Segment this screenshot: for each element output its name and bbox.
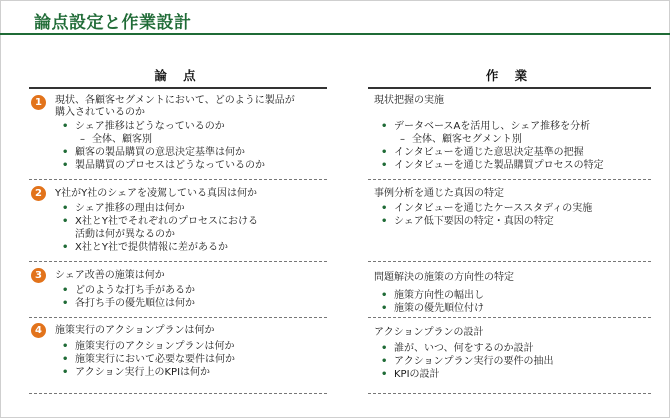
issue-question-line: 購入されているのか bbox=[55, 107, 145, 119]
tasks-header-rule bbox=[368, 87, 651, 89]
row-divider bbox=[29, 179, 327, 180]
issues-header-rule bbox=[29, 87, 327, 89]
issue-question bbox=[55, 95, 295, 120]
task-title: 問題解決の施策の方向性の特定 bbox=[374, 272, 514, 283]
issue-bullet-continuation: 活動は何が異なるのか bbox=[75, 229, 175, 240]
task-title: アクションプランの設計 bbox=[374, 327, 484, 338]
issue-number-badge: 1 bbox=[31, 95, 46, 110]
issue-number-badge: 3 bbox=[31, 268, 46, 283]
task-title: 事例分析を通じた真因の特定 bbox=[374, 188, 504, 199]
row-divider bbox=[368, 261, 651, 262]
issue-question: 施策実行のアクションプランは何か bbox=[55, 325, 215, 336]
row-divider bbox=[29, 317, 327, 318]
issue-number-badge: 4 bbox=[31, 323, 46, 338]
slide-title: 論点設定と作業設計 bbox=[34, 13, 192, 33]
tasks-column-header: 作 業 bbox=[485, 68, 534, 83]
issues-column-header: 論 点 bbox=[154, 68, 202, 83]
row-divider bbox=[368, 179, 651, 180]
title-underline bbox=[0, 33, 670, 35]
issue-number-badge: 2 bbox=[31, 186, 46, 201]
row-divider bbox=[368, 393, 651, 394]
row-divider bbox=[29, 393, 327, 394]
row-divider bbox=[29, 261, 327, 262]
issue-question: シェア改善の施策は何か bbox=[55, 270, 165, 281]
row-divider bbox=[368, 317, 651, 318]
issue-question: Y社がY社のシェアを凌駕している真因は何か bbox=[55, 188, 258, 199]
issue-question-line: 現状、各顧客セグメントにおいて、どのように製品が bbox=[55, 95, 295, 106]
task-title: 現状把握の実施 bbox=[374, 95, 444, 106]
